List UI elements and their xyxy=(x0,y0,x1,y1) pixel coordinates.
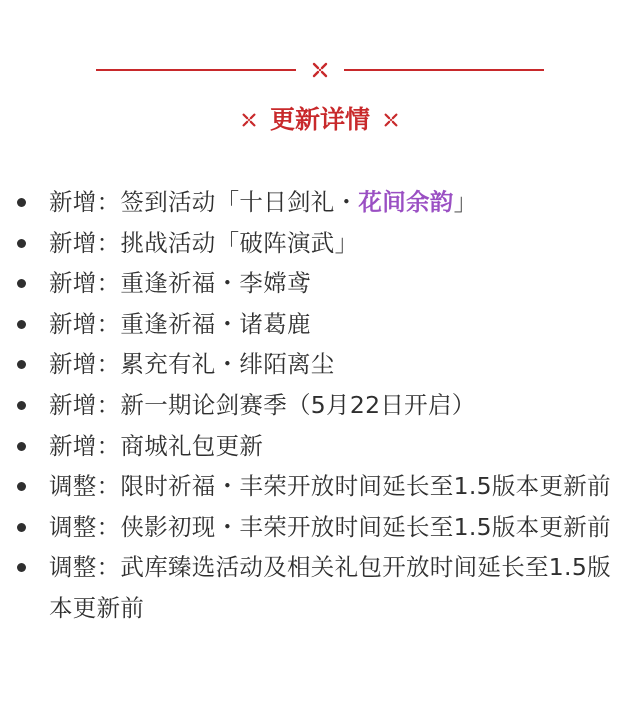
bullet-icon xyxy=(17,239,26,248)
section-header xyxy=(0,102,640,138)
update-notes-list xyxy=(0,182,640,629)
divider-line-right xyxy=(344,69,544,71)
list-item xyxy=(0,223,640,264)
list-item xyxy=(0,426,640,467)
note-text: 调整：武库臻选活动及相关礼包开放时间延长至1.5版本更新前 xyxy=(49,553,611,622)
note-text: 调整：侠影初现・丰荣开放时间延长至1.5版本更新前 xyxy=(49,512,611,541)
list-item xyxy=(0,182,640,223)
list-item xyxy=(0,385,640,426)
note-text: 新增：重逢祈福・李嫦鸢 xyxy=(49,269,311,298)
note-text: 新增：签到活动「十日剑礼・ xyxy=(49,188,359,216)
note-text: 新增：重逢祈福・诸葛鹿 xyxy=(49,309,311,338)
page-title: 更新详情 xyxy=(269,105,370,134)
section-divider xyxy=(96,60,544,80)
cross-ornament-icon xyxy=(310,60,330,80)
note-text: 新增：累充有礼・绯陌离尘 xyxy=(49,350,335,379)
bullet-icon xyxy=(17,279,26,288)
bullet-icon xyxy=(17,563,26,572)
bullet-icon xyxy=(17,442,26,451)
bullet-icon xyxy=(17,360,26,369)
list-item xyxy=(0,344,640,385)
bullet-icon xyxy=(17,523,26,532)
bullet-icon xyxy=(17,401,26,410)
bullet-icon xyxy=(17,320,26,329)
cross-ornament-icon xyxy=(382,111,400,129)
bullet-icon xyxy=(17,482,26,491)
list-item xyxy=(0,507,640,548)
note-text-suffix: 」 xyxy=(453,188,478,216)
list-item xyxy=(0,263,640,304)
list-item xyxy=(0,466,640,507)
event-name-highlight: 花间余韵 xyxy=(358,188,454,216)
divider-line-left xyxy=(96,69,296,71)
list-item xyxy=(0,547,640,628)
note-text: 新增：新一期论剑赛季（5月22日开启） xyxy=(49,390,476,419)
cross-ornament-icon xyxy=(240,111,258,129)
list-item xyxy=(0,304,640,345)
note-text: 调整：限时祈福・丰荣开放时间延长至1.5版本更新前 xyxy=(49,472,611,501)
note-text: 新增：商城礼包更新 xyxy=(49,431,264,460)
bullet-icon xyxy=(17,198,26,207)
note-text: 新增：挑战活动「破阵演武」 xyxy=(49,228,359,257)
